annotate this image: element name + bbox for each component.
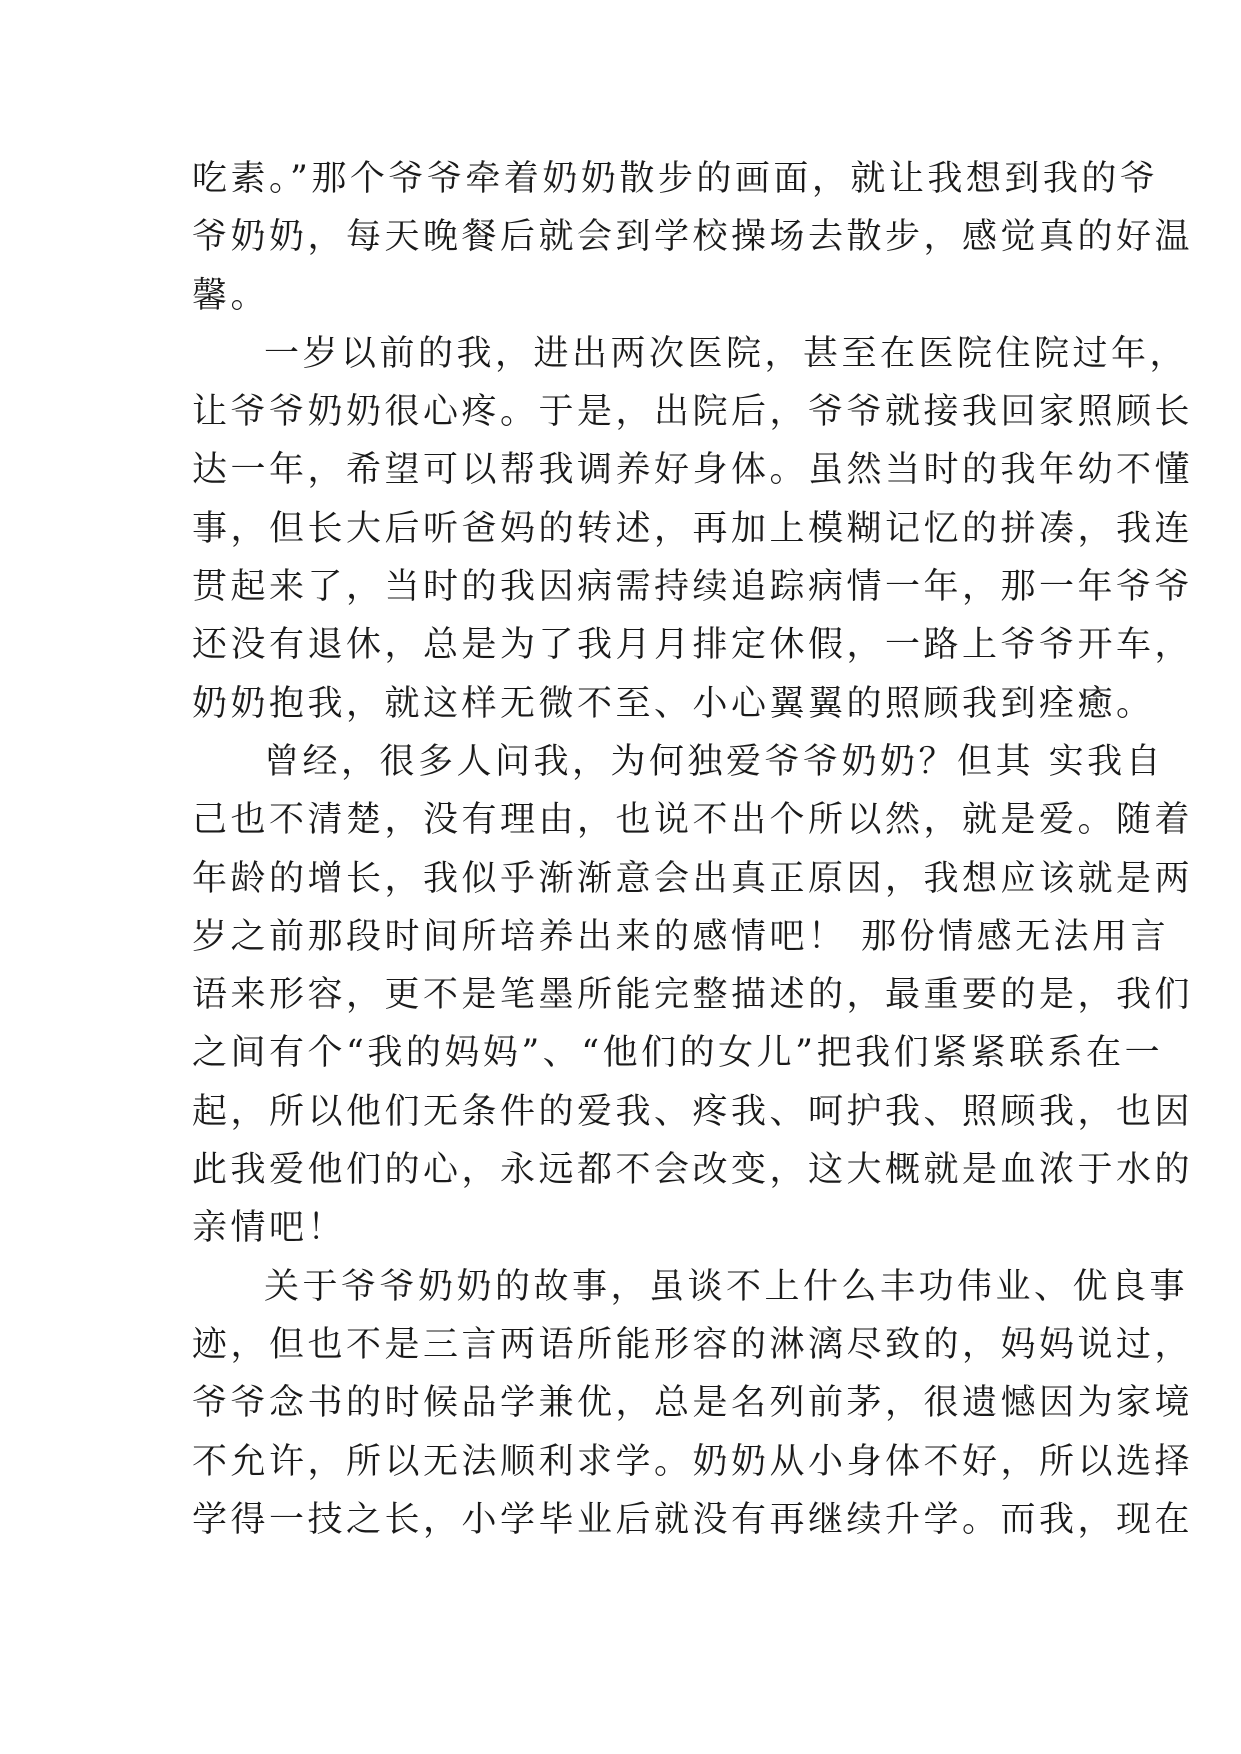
text-line: 吃素。”那个爷爷牵着奶奶散步的画面，就让我想到我的爷 <box>192 159 1159 199</box>
text-line: 曾经，很多人问我，为何独爱爷爷奶奶？但其 实我自 <box>264 741 1165 782</box>
text-line: 之间有个“我的妈妈”、“他们的女儿”把我们紧紧联系在一 <box>192 1033 1164 1074</box>
paragraph <box>192 325 1194 733</box>
body-text <box>192 150 1194 1549</box>
text-line: 事，但长大后听爸妈的转述，再加上模糊记忆的拼凑，我连 <box>192 508 1194 549</box>
text-line: 达一年，希望可以帮我调养好身体。虽然当时的我年幼不懂 <box>192 450 1194 491</box>
text-line: 爷爷念书的时候品学兼优，总是名列前茅，很遗憾因为家境 <box>192 1383 1194 1424</box>
text-line: 奶奶抱我，就这样无微不至、小心翼翼的照顾我到痊癒。 <box>192 683 1155 724</box>
text-line: 语来形容，更不是笔墨所能完整描述的，最重要的是，我们 <box>192 975 1194 1016</box>
text-line: 己也不清楚，没有理由，也说不出个所以然，就是爱。随着 <box>192 800 1194 841</box>
text-line: 此我爱他们的心，永远都不会改变，这大概就是血浓于水的 <box>192 1150 1194 1191</box>
text-line: 馨。 <box>192 275 270 316</box>
text-line: 年龄的增长，我似乎渐渐意会出真正原因，我想应该就是两 <box>192 858 1194 899</box>
paragraph <box>192 1258 1194 1549</box>
text-line: 关于爷爷奶奶的故事，虽谈不上什么丰功伟业、优良事 <box>264 1266 1189 1307</box>
text-line: 不允许，所以无法顺利求学。奶奶从小身体不好，所以选择 <box>192 1441 1194 1482</box>
text-line: 起，所以他们无条件的爱我、疼我、呵护我、照顾我，也因 <box>192 1091 1194 1132</box>
text-line: 一岁以前的我，进出两次医院，甚至在医院住院过年， <box>264 333 1189 374</box>
text-line: 学得一技之长，小学毕业后就没有再继续升学。而我，现在 <box>192 1499 1194 1540</box>
text-line: 迹，但也不是三言两语所能形容的淋漓尽致的，妈妈说过， <box>192 1324 1194 1365</box>
paragraph <box>192 150 1194 325</box>
paragraph <box>192 733 1194 1258</box>
text-line: 亲情吧！ <box>192 1208 347 1249</box>
text-line: 还没有退休，总是为了我月月排定休假，一路上爷爷开车， <box>192 625 1194 666</box>
text-line: 让爷爷奶奶很心疼。于是，出院后，爷爷就接我回家照顾长 <box>192 392 1194 433</box>
text-line: 爷奶奶，每天晚餐后就会到学校操场去散步，感觉真的好温 <box>192 217 1194 258</box>
text-line: 岁之前那段时间所培养出来的感情吧！ 那份情感无法用言 <box>192 916 1170 957</box>
text-line: 贯起来了，当时的我因病需持续追踪病情一年，那一年爷爷 <box>192 567 1194 608</box>
